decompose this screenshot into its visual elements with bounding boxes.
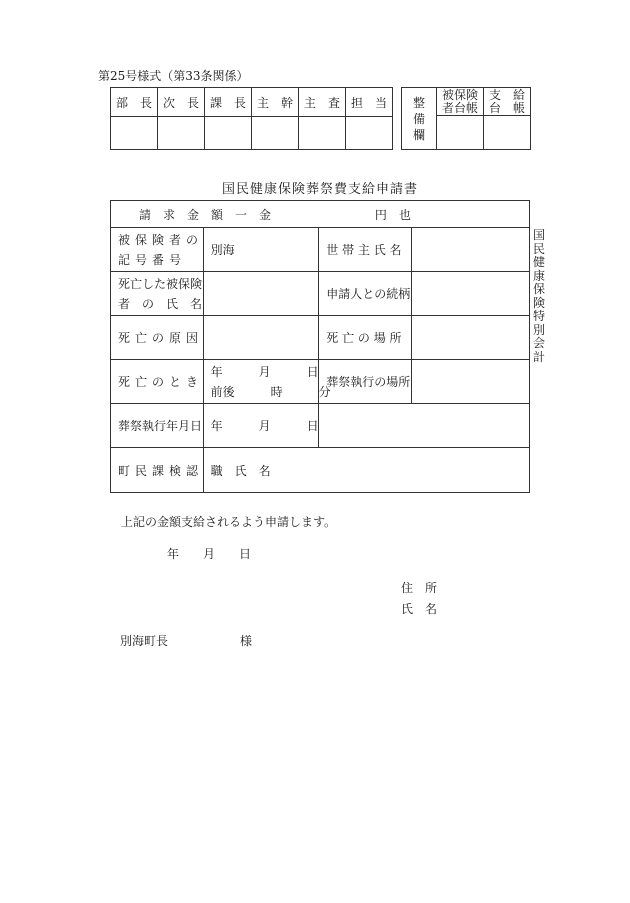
time-of-death-label: 死亡のとき [111,360,204,404]
householder-label: 世 帯 主 氏 名 [319,228,412,272]
funeral-place-label: 葬祭執行の場所 [319,360,412,404]
request-text: 上記の金額支給されるよう申請します。 [121,515,337,529]
approval-stamp-table [110,87,393,150]
approval-stamp-box[interactable] [299,117,346,150]
application-table [110,200,530,493]
amount-unit: 円 也 [374,207,411,222]
seibi-label: 整備欄 [402,88,437,150]
place-of-death-label: 死 亡 の 場 所 [319,316,412,360]
form-title: 国民健康保険葬祭費支給申請書 [221,182,418,197]
cause-label: 死亡の原因 [111,316,204,360]
seibi-stamp-box[interactable] [437,116,484,150]
seibi-stamp-box[interactable] [484,116,531,150]
relation-field[interactable] [411,272,529,316]
deceased-name-label: 死亡した被保険 者 の 氏 名 [111,272,204,316]
seibi-col-payment-ledger: 支 給 台 帳 [484,88,531,116]
approval-header: 部 長 [111,88,158,117]
funeral-date-label: 葬祭執行年月日 [111,404,204,448]
insured-id-label: 被保険者の 記号番号 [111,228,204,272]
approval-header: 次 長 [158,88,205,117]
applicant-address-label[interactable]: 住 所 [401,581,438,595]
application-date-line[interactable]: 年 月 日 [167,547,252,561]
approval-stamp-box[interactable] [111,117,158,150]
approval-stamp-box[interactable] [158,117,205,150]
approval-header: 主 幹 [252,88,299,117]
time-of-death-date: 年 月 日 [210,364,319,379]
funeral-date-field[interactable] [203,404,319,448]
amount-label: 請 求 金 額 一 金 [139,207,272,222]
approval-stamp-box[interactable] [346,117,393,150]
seibi-table [401,87,531,150]
approval-header: 担 当 [346,88,393,117]
approval-header: 課 長 [205,88,252,117]
time-of-death-field[interactable] [203,360,331,404]
relation-label: 申請人との続柄 [319,272,412,316]
applicant-name-label[interactable]: 氏 名 [401,602,438,616]
funeral-date-extra-field[interactable] [319,404,530,448]
seibi-col-insured-ledger: 被保険 者台帳 [437,88,484,116]
staff-name-field[interactable] [203,448,529,493]
insured-id-field[interactable] [203,228,319,272]
amount-row[interactable] [111,201,530,228]
verification-label: 町民課検認 [111,448,204,493]
funeral-place-field[interactable] [411,360,529,404]
cause-field[interactable] [203,316,319,360]
deceased-name-field[interactable] [203,272,319,316]
time-of-death-time: 前後 時 分 [210,384,331,399]
approval-stamp-box[interactable] [252,117,299,150]
staff-name-label: 職 氏 名 [210,463,271,478]
addressee: 別海町長 様 [120,634,253,648]
place-of-death-field[interactable] [411,316,529,360]
householder-field[interactable] [411,228,529,272]
approval-stamp-box[interactable] [205,117,252,150]
funeral-date-value: 年 月 日 [210,418,319,433]
approval-header: 主 査 [299,88,346,117]
insured-id-prefix: 別海 [210,243,235,257]
form-number: 第25号様式（第33条関係） [98,69,249,83]
side-note: 国民健康保険特別会計 [532,228,545,364]
